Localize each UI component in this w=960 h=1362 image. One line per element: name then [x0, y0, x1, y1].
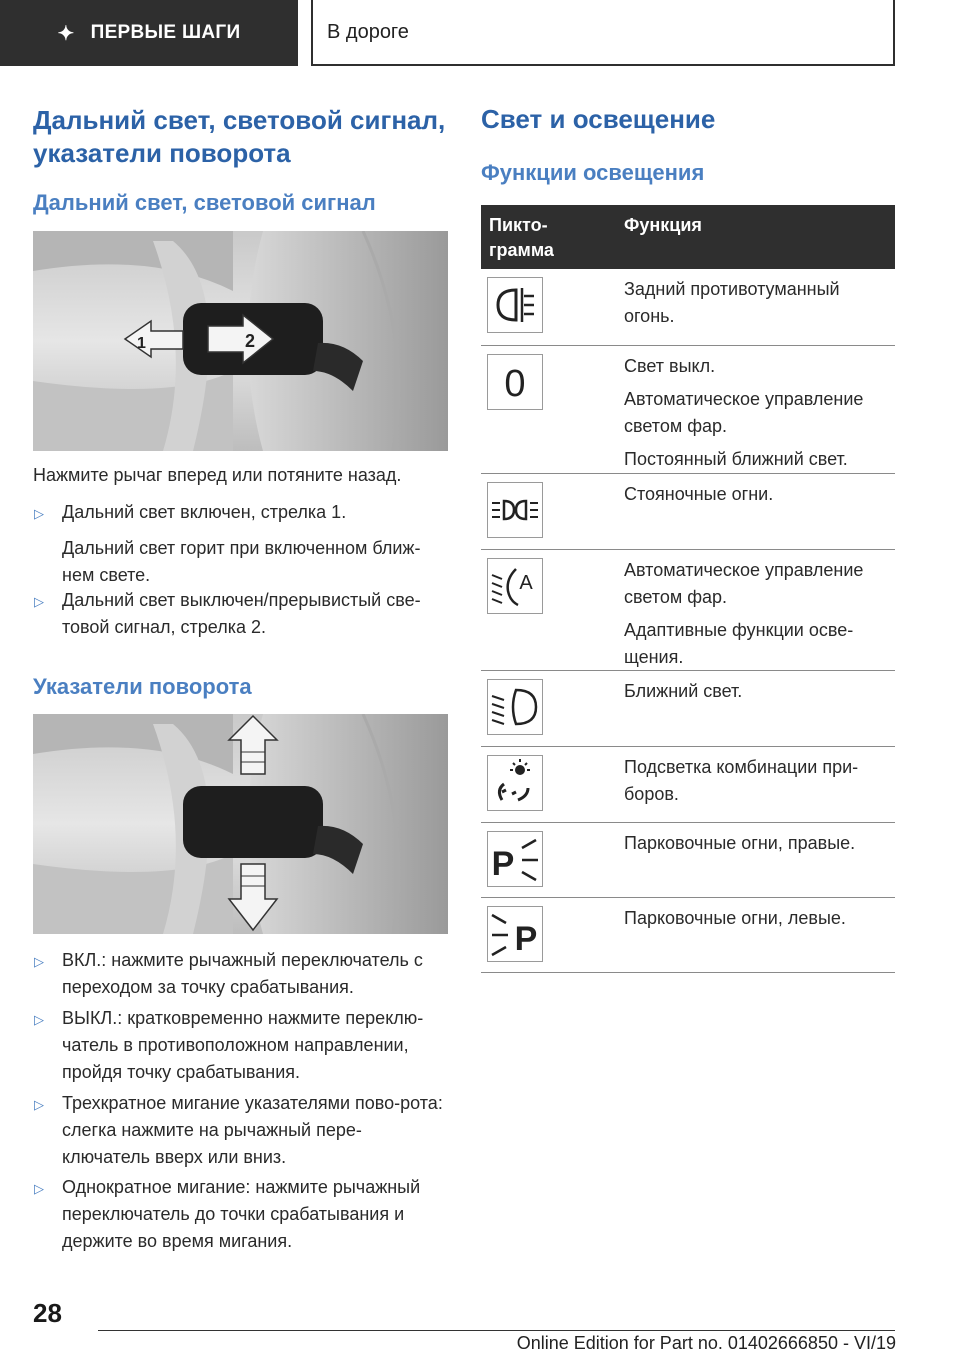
function-text: Парковочные огни, левые.	[624, 908, 846, 928]
table-row	[481, 269, 895, 346]
function-text: Подсветка комбинации при-боров.	[624, 757, 859, 804]
bullet-text: ВЫКЛ.: кратковременно нажмите переклю-чатель в противоположном направлении, пройдя точку срабатывания.	[62, 1008, 424, 1082]
table-row	[481, 671, 895, 747]
parking-light-right-icon	[487, 831, 543, 887]
function-text: Автоматическое управление светом фар.	[624, 560, 864, 607]
high-beam-lever-photo	[33, 231, 448, 451]
high-beam-heading: Дальний свет, световой сигнал	[33, 190, 376, 215]
icon-glyph: 0	[504, 363, 526, 405]
bullet-item	[33, 1090, 448, 1171]
lighting-title: Свет и освещение	[481, 104, 716, 134]
bullet-item	[33, 499, 448, 589]
chapter-tab-label: ПЕРВЫЕ ШАГИ	[90, 22, 241, 43]
bullet-item	[33, 1005, 448, 1086]
function-text: Стояночные огни.	[624, 484, 774, 504]
sparkle-icon: ✦	[57, 22, 75, 45]
lighting-functions-heading: Функции освещения	[481, 160, 705, 185]
arrow-1-label: 1	[137, 335, 146, 352]
bullet-triangle-icon: ▷	[34, 954, 44, 969]
chapter-tab[interactable]	[0, 0, 298, 66]
low-beam-icon	[487, 679, 543, 735]
column-header-pictogram: Пикто-грамма	[489, 215, 554, 260]
page-number: 28	[33, 1298, 62, 1328]
turn-signal-lever-photo	[33, 714, 448, 934]
turn-signals-heading: Указатели поворота	[33, 674, 252, 699]
function-text: Автоматическое управление светом фар.	[624, 389, 864, 436]
arrow-2-label: 2	[245, 331, 256, 351]
section-tab-label: В дороге	[327, 20, 409, 43]
instrument-lighting-icon	[487, 755, 543, 811]
table-row	[481, 747, 895, 823]
auto-headlight-icon	[487, 558, 543, 614]
table-row	[481, 823, 895, 898]
page-header	[0, 0, 960, 68]
bullet-item	[33, 1174, 448, 1255]
section-title: Дальний свет, световой сигнал, указатели поворота	[33, 105, 446, 168]
bullet-triangle-icon: ▷	[34, 594, 44, 609]
rear-fog-light-icon	[487, 277, 543, 333]
icon-glyph: P	[491, 845, 515, 883]
function-text: Свет выкл.	[624, 356, 716, 376]
parking-lights-icon	[487, 482, 543, 538]
bullet-text: Дальний свет выключен/прерывистый све-товой сигнал, стрелка 2.	[62, 590, 421, 637]
function-text: Постоянный ближний свет.	[624, 449, 848, 469]
bullet-item	[33, 947, 448, 1001]
section-tab[interactable]	[311, 0, 895, 66]
icon-glyph: A	[519, 572, 533, 594]
function-text: Адаптивные функции осве-щения.	[624, 620, 854, 667]
column-header-function: Функция	[624, 215, 702, 235]
lights-off-zero-icon	[487, 354, 543, 410]
table-header	[481, 205, 895, 269]
parking-light-left-icon	[487, 906, 543, 962]
table-row	[481, 550, 895, 671]
function-text: Ближний свет.	[624, 681, 743, 701]
bullet-text: ВКЛ.: нажмите рычажный переключатель с переходом за точку срабатывания.	[62, 950, 423, 997]
bullet-item	[33, 587, 448, 641]
footer-divider	[98, 1330, 895, 1331]
bullet-text: Однократное мигание: нажмите рычажный переключатель до точки срабатывания и держите во время мигания.	[62, 1177, 421, 1251]
bullet-triangle-icon: ▷	[34, 1097, 44, 1112]
bullet-triangle-icon: ▷	[34, 1181, 44, 1196]
bullet-text: Дальний свет включен, стрелка 1.	[62, 502, 347, 522]
bullet-text: Дальний свет горит при включенном ближ-нем свете.	[62, 538, 421, 585]
bullet-triangle-icon: ▷	[34, 1012, 44, 1027]
bullet-triangle-icon: ▷	[34, 506, 44, 521]
table-row	[481, 474, 895, 550]
lever-intro-text: Нажмите рычаг вперед или потяните назад.	[33, 465, 402, 485]
icon-glyph: P	[514, 920, 538, 958]
table-row	[481, 346, 895, 474]
function-text: Парковочные огни, правые.	[624, 833, 856, 853]
table-row	[481, 898, 895, 973]
bullet-text: Трехкратное мигание указателями пово-рота: слегка нажмите на рычажный пере-ключатель вверх или вниз.	[62, 1093, 443, 1167]
edition-note: Online Edition for Part no. 01402666850 - VI/19	[516, 1333, 896, 1353]
function-text: Задний противотуманный огонь.	[624, 279, 840, 326]
